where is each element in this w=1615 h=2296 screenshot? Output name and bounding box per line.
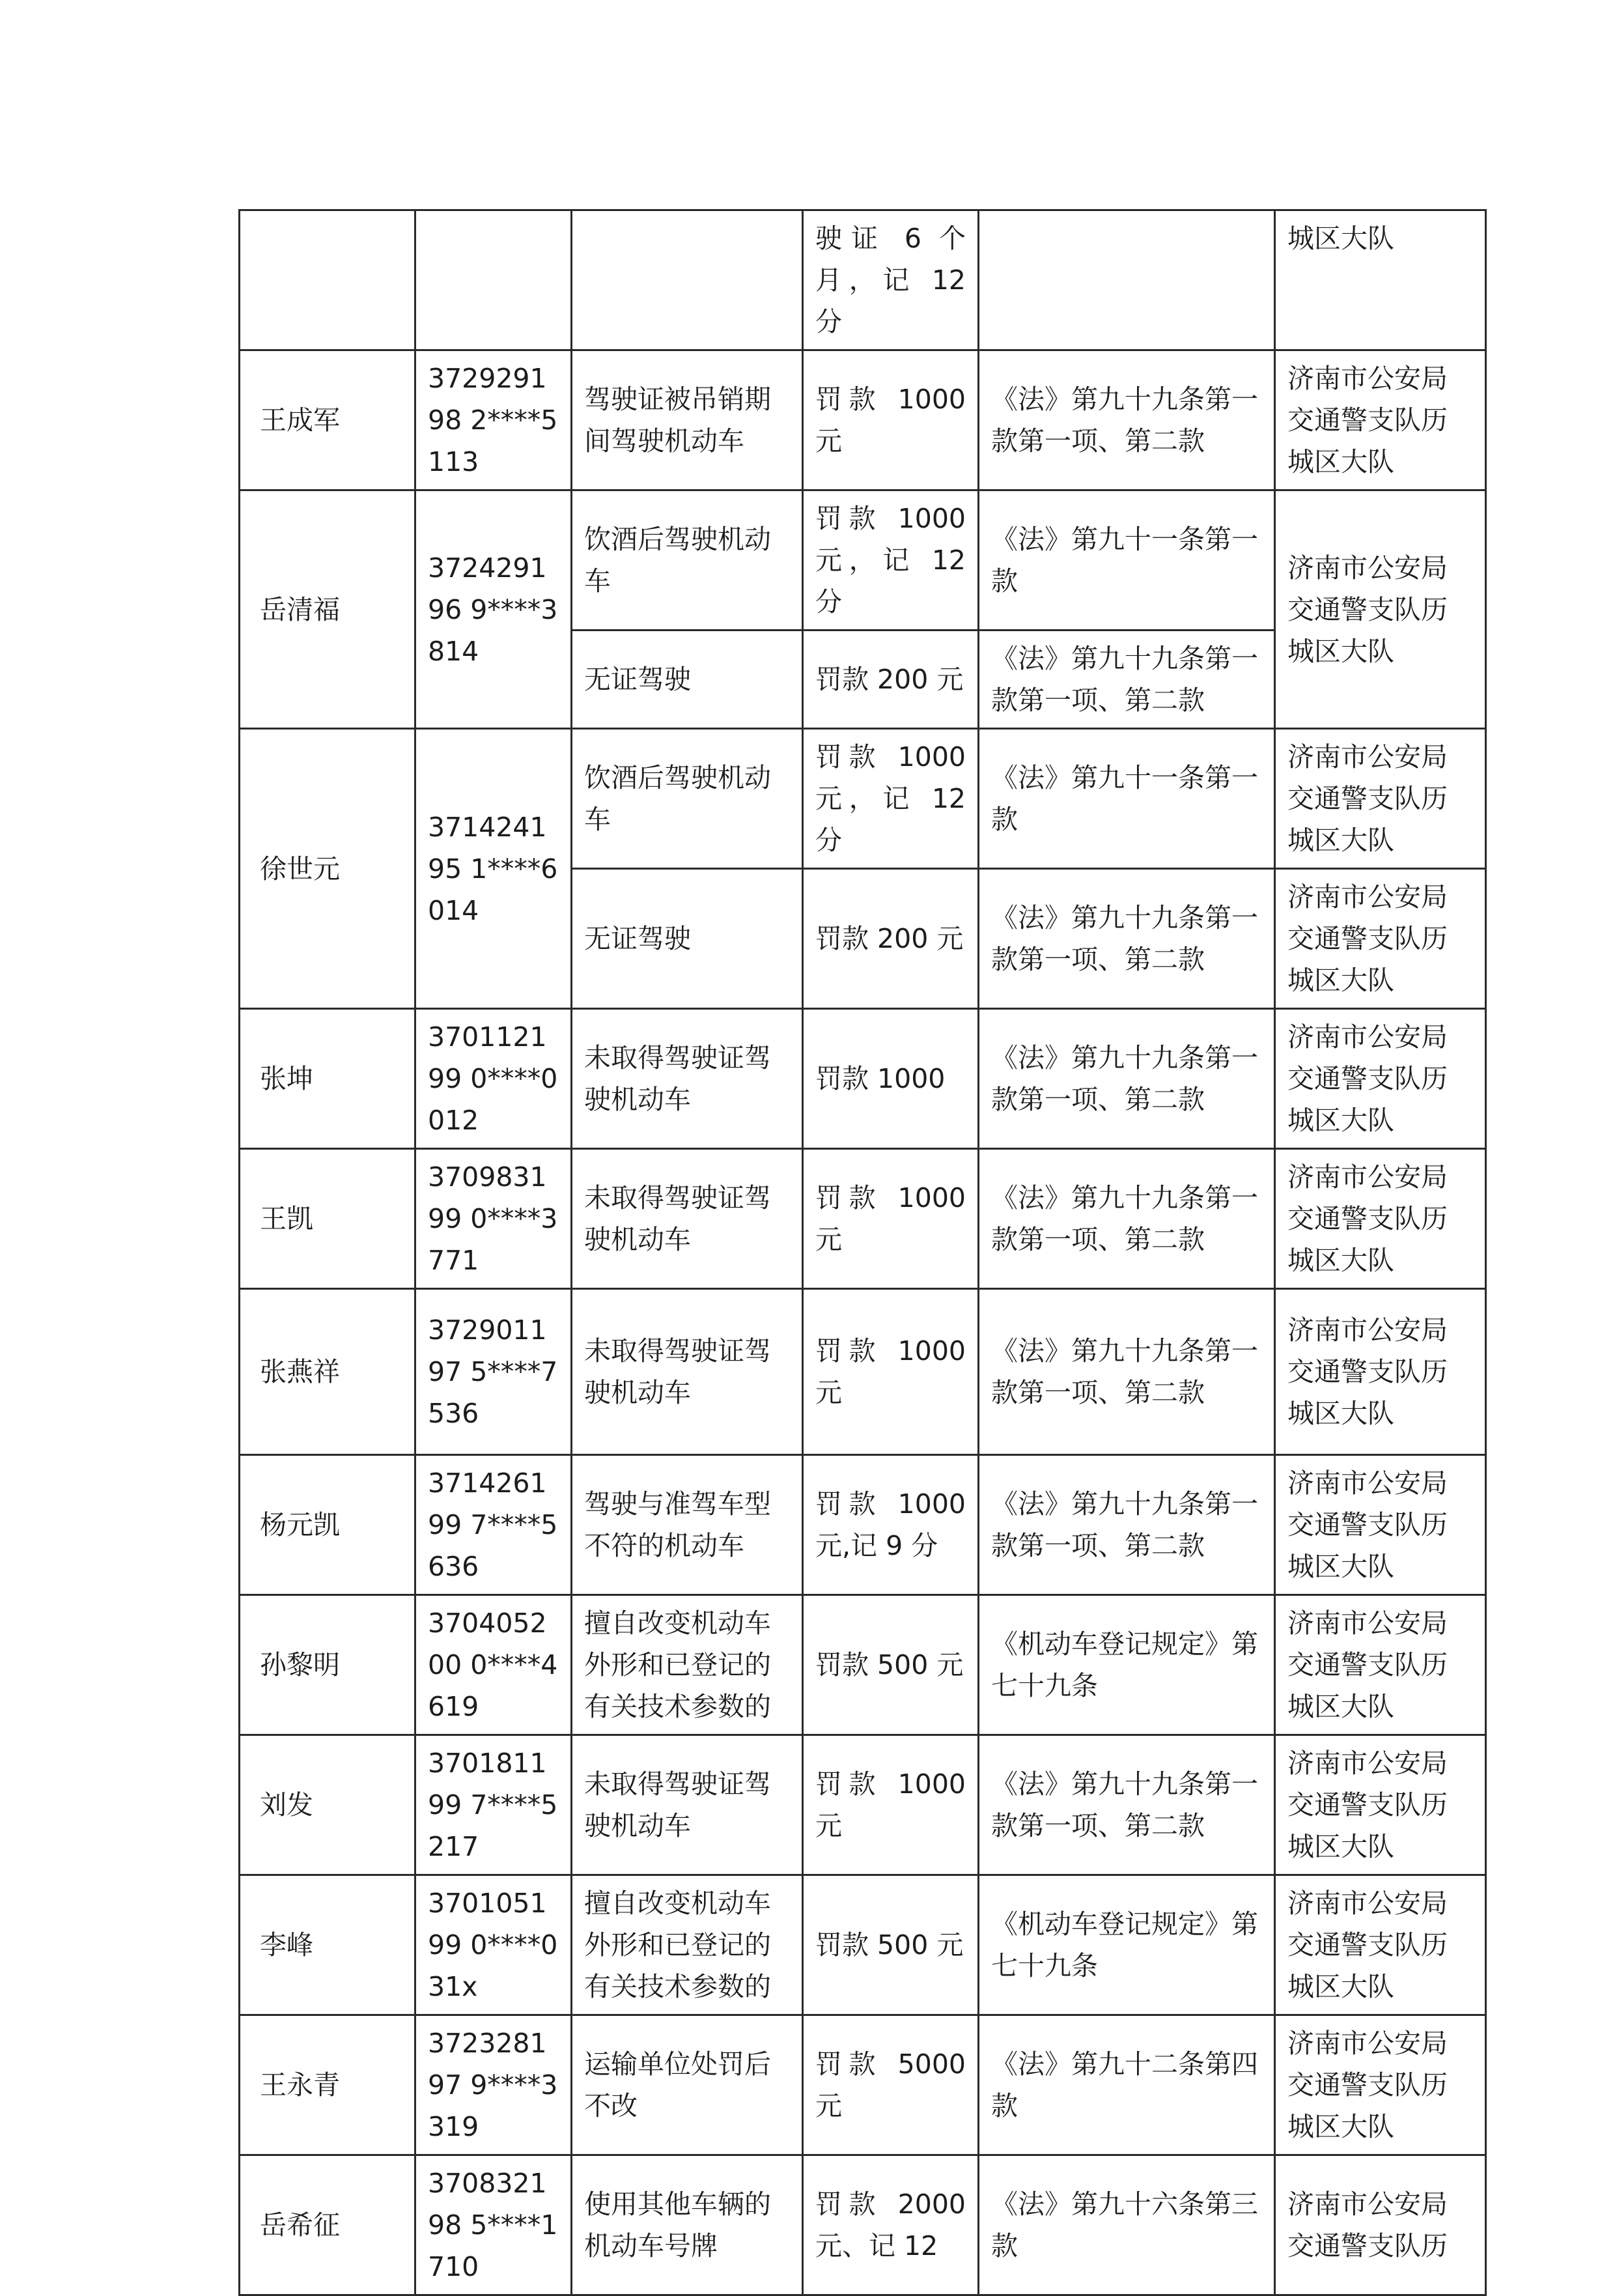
id-cell (415, 1875, 572, 2015)
dept-text: 济南市公安局交通警支队历城区大队 (1287, 552, 1448, 667)
dept-text: 济南市公安局交通警支队历城区大队 (1287, 1888, 1448, 2002)
id-number: 371424195 1****6014 (428, 811, 558, 926)
id-number: 370832198 5****1710 (428, 2168, 558, 2282)
penalty-text: 罚款 1000 元，记 12 分 (815, 741, 966, 856)
id-number: 370112199 0****0012 (428, 1021, 558, 1136)
basis-text: 《法》第九十九条第一款第一项、第二款 (991, 1488, 1258, 1561)
violation-cell (572, 2155, 803, 2295)
violation-text: 驾驶证被吊销期间驾驶机动车 (584, 384, 771, 457)
penalty-cell (803, 1595, 979, 1735)
id-number: 372429196 9****3814 (428, 552, 558, 667)
violation-cell (572, 1455, 803, 1595)
person-name: 杨元凯 (260, 1509, 340, 1540)
penalty-cell (803, 869, 979, 1009)
basis-cell (979, 1149, 1275, 1289)
table-row (240, 1735, 1486, 1875)
dept-text: 济南市公安局交通警支队历城区大队 (1287, 741, 1448, 856)
penalty-table (238, 209, 1487, 2296)
basis-cell (979, 631, 1275, 729)
table-row (240, 1875, 1486, 2015)
violation-cell (572, 729, 803, 869)
violation-text: 未取得驾驶证驾驶机动车 (584, 1182, 771, 1255)
basis-cell (979, 1875, 1275, 2015)
penalty-text: 罚款 500 元 (815, 1929, 964, 1961)
penalty-cell (803, 2015, 979, 2155)
id-cell (415, 1289, 572, 1455)
penalty-cell (803, 1875, 979, 2015)
id-number: 370181199 7****5217 (428, 1748, 558, 1862)
id-number: 370405200 0****4619 (428, 1608, 558, 1722)
penalty-cell (803, 350, 979, 490)
dept-cell (1275, 1595, 1486, 1735)
id-number: 370983199 0****3771 (428, 1161, 558, 1276)
id-number: 372901197 5****7536 (428, 1314, 558, 1429)
id-number: 370105199 0****031x (428, 1888, 558, 2002)
name-cell (240, 490, 415, 729)
person-name: 徐世元 (260, 853, 340, 885)
dept-cell (1275, 1009, 1486, 1149)
dept-text: 济南市公安局交通警支队历城区大队 (1287, 1021, 1448, 1136)
id-cell (415, 1009, 572, 1149)
penalty-text: 罚款 1000 元,记 9 分 (815, 1488, 966, 1561)
penalty-text: 罚款 1000 元 (815, 1335, 966, 1408)
dept-text: 济南市公安局交通警支队历城区大队 (1287, 1748, 1448, 1862)
basis-text: 《机动车登记规定》第七十九条 (991, 1908, 1258, 1981)
violation-text: 使用其他车辆的机动车号牌 (584, 2189, 771, 2261)
basis-cell (979, 350, 1275, 490)
violation-text: 擅自改变机动车外形和已登记的有关技术参数的 (584, 1608, 771, 1722)
id-cell (415, 1149, 572, 1289)
violation-cell (572, 490, 803, 631)
id-cell (415, 2015, 572, 2155)
dept-text: 济南市公安局交通警支队历城区大队 (1287, 1608, 1448, 1722)
penalty-text: 罚款 1000 元，记 12 分 (815, 503, 966, 617)
violation-cell (572, 1289, 803, 1455)
violation-text: 未取得驾驶证驾驶机动车 (584, 1335, 771, 1408)
person-name: 王成军 (260, 404, 340, 436)
violation-cell (572, 1009, 803, 1149)
name-cell (240, 1455, 415, 1595)
basis-text: 《法》第九十一条第一款 (991, 524, 1258, 597)
penalty-text: 罚款 500 元 (815, 1649, 964, 1680)
table-row (240, 1009, 1486, 1149)
person-name: 刘发 (260, 1789, 313, 1821)
penalty-cell (803, 210, 979, 350)
dept-cell (1275, 1875, 1486, 2015)
person-name: 张燕祥 (260, 1356, 340, 1387)
table-row (240, 1595, 1486, 1735)
violation-text: 饮酒后驾驶机动车 (584, 762, 771, 835)
basis-text: 《法》第九十一条第一款 (991, 762, 1258, 835)
violation-cell (572, 350, 803, 490)
id-cell (415, 350, 572, 490)
person-name: 孙黎明 (260, 1649, 340, 1680)
basis-text: 《法》第九十九条第一款第一项、第二款 (991, 1335, 1258, 1408)
penalty-text: 罚款 1000 元 (815, 1768, 966, 1841)
violation-text: 未取得驾驶证驾驶机动车 (584, 1042, 771, 1115)
basis-cell (979, 2155, 1275, 2295)
id-number: 372328197 9****3319 (428, 2028, 558, 2142)
id-cell (415, 210, 572, 350)
violation-text: 饮酒后驾驶机动车 (584, 524, 771, 597)
id-cell (415, 729, 572, 1009)
name-cell (240, 2015, 415, 2155)
table-row (240, 210, 1486, 350)
dept-text: 济南市公安局交通警支队历城区大队 (1287, 2028, 1448, 2142)
penalty-text: 罚款 5000 元 (815, 2048, 966, 2121)
violation-cell (572, 1875, 803, 2015)
table-row (240, 2015, 1486, 2155)
dept-text: 济南市公安局交通警支队历城区大队 (1287, 881, 1448, 996)
basis-cell (979, 869, 1275, 1009)
id-cell (415, 1455, 572, 1595)
table-row (240, 2155, 1486, 2295)
penalty-cell (803, 1455, 979, 1595)
penalty-cell (803, 1735, 979, 1875)
basis-cell (979, 1009, 1275, 1149)
basis-cell (979, 1455, 1275, 1595)
dept-cell (1275, 2155, 1486, 2295)
violation-text: 无证驾驶 (584, 923, 691, 954)
violation-text: 运输单位处罚后不改 (584, 2048, 771, 2121)
person-name: 李峰 (260, 1929, 313, 1961)
person-name: 岳希征 (260, 2209, 340, 2241)
basis-text: 《法》第九十九条第一款第一项、第二款 (991, 1042, 1258, 1115)
id-cell (415, 1735, 572, 1875)
violation-cell (572, 1735, 803, 1875)
basis-cell (979, 210, 1275, 350)
violation-text: 未取得驾驶证驾驶机动车 (584, 1768, 771, 1841)
violation-text: 驾驶与准驾车型不符的机动车 (584, 1488, 771, 1561)
penalty-text: 罚款 1000 元 (815, 1182, 966, 1255)
name-cell (240, 1875, 415, 2015)
name-cell (240, 1009, 415, 1149)
name-cell (240, 1149, 415, 1289)
table-row (240, 350, 1486, 490)
table-row (240, 1149, 1486, 1289)
basis-cell (979, 1289, 1275, 1455)
penalty-text: 罚款 1000 (815, 1063, 946, 1094)
violation-cell (572, 869, 803, 1009)
violation-cell (572, 1595, 803, 1735)
basis-text: 《法》第九十九条第一款第一项、第二款 (991, 1768, 1258, 1841)
id-number: 372929198 2****5113 (428, 363, 558, 477)
dept-cell (1275, 1289, 1486, 1455)
penalty-cell (803, 1009, 979, 1149)
violation-cell (572, 1149, 803, 1289)
basis-cell (979, 490, 1275, 631)
basis-text: 《法》第九十六条第三款 (991, 2189, 1258, 2261)
penalty-cell (803, 2155, 979, 2295)
dept-cell (1275, 1735, 1486, 1875)
basis-text: 《法》第九十九条第一款第一项、第二款 (991, 1182, 1258, 1255)
penalty-cell (803, 490, 979, 631)
name-cell (240, 1595, 415, 1735)
dept-cell (1275, 490, 1486, 729)
violation-cell (572, 210, 803, 350)
basis-text: 《法》第九十九条第一款第一项、第二款 (991, 643, 1258, 716)
penalty-cell (803, 729, 979, 869)
dept-cell (1275, 1455, 1486, 1595)
penalty-cell (803, 1289, 979, 1455)
violation-text: 无证驾驶 (584, 664, 691, 695)
name-cell (240, 2155, 415, 2295)
id-number: 371426199 7****5636 (428, 1467, 558, 1582)
name-cell (240, 729, 415, 1009)
dept-text: 济南市公安局交通警支队历城区大队 (1287, 1161, 1448, 1276)
dept-text: 济南市公安局交通警支队历城区大队 (1287, 363, 1448, 477)
basis-cell (979, 2015, 1275, 2155)
dept-cell (1275, 350, 1486, 490)
basis-text: 《法》第九十九条第一款第一项、第二款 (991, 384, 1258, 457)
basis-cell (979, 1595, 1275, 1735)
basis-cell (979, 1735, 1275, 1875)
penalty-cell (803, 1149, 979, 1289)
violation-cell (572, 2015, 803, 2155)
name-cell (240, 350, 415, 490)
penalty-text: 罚款 200 元 (815, 664, 964, 695)
penalty-text: 罚款 2000 元、记 12 (815, 2189, 966, 2261)
person-name: 岳清福 (260, 593, 340, 625)
name-cell (240, 1289, 415, 1455)
basis-text: 《机动车登记规定》第七十九条 (991, 1628, 1258, 1701)
table-row (240, 490, 1486, 631)
name-cell (240, 210, 415, 350)
penalty-text: 驶证 6 个月，记 12 分 (815, 223, 966, 337)
table-row (240, 1455, 1486, 1595)
violation-cell (572, 631, 803, 729)
person-name: 张坤 (260, 1063, 313, 1094)
person-name: 王永青 (260, 2069, 340, 2101)
person-name: 王凯 (260, 1203, 313, 1234)
dept-text: 城区大队 (1287, 223, 1394, 254)
basis-cell (979, 729, 1275, 869)
basis-text: 《法》第九十二条第四款 (991, 2048, 1258, 2121)
dept-cell (1275, 2015, 1486, 2155)
dept-cell (1275, 210, 1486, 350)
id-cell (415, 2155, 572, 2295)
penalty-cell (803, 631, 979, 729)
id-cell (415, 490, 572, 729)
dept-text: 济南市公安局交通警支队历城区大队 (1287, 1467, 1448, 1582)
penalty-text: 罚款 200 元 (815, 923, 964, 954)
violation-text: 擅自改变机动车外形和已登记的有关技术参数的 (584, 1888, 771, 2002)
dept-text: 济南市公安局交通警支队历城区大队 (1287, 1314, 1448, 1429)
id-cell (415, 1595, 572, 1735)
table-row (240, 729, 1486, 869)
dept-cell (1275, 729, 1486, 869)
dept-cell (1275, 869, 1486, 1009)
table-row (240, 1289, 1486, 1455)
penalty-text: 罚款 1000 元 (815, 384, 966, 457)
dept-text: 济南市公安局交通警支队历 (1287, 2189, 1448, 2261)
dept-cell (1275, 1149, 1486, 1289)
basis-text: 《法》第九十九条第一款第一项、第二款 (991, 902, 1258, 975)
name-cell (240, 1735, 415, 1875)
